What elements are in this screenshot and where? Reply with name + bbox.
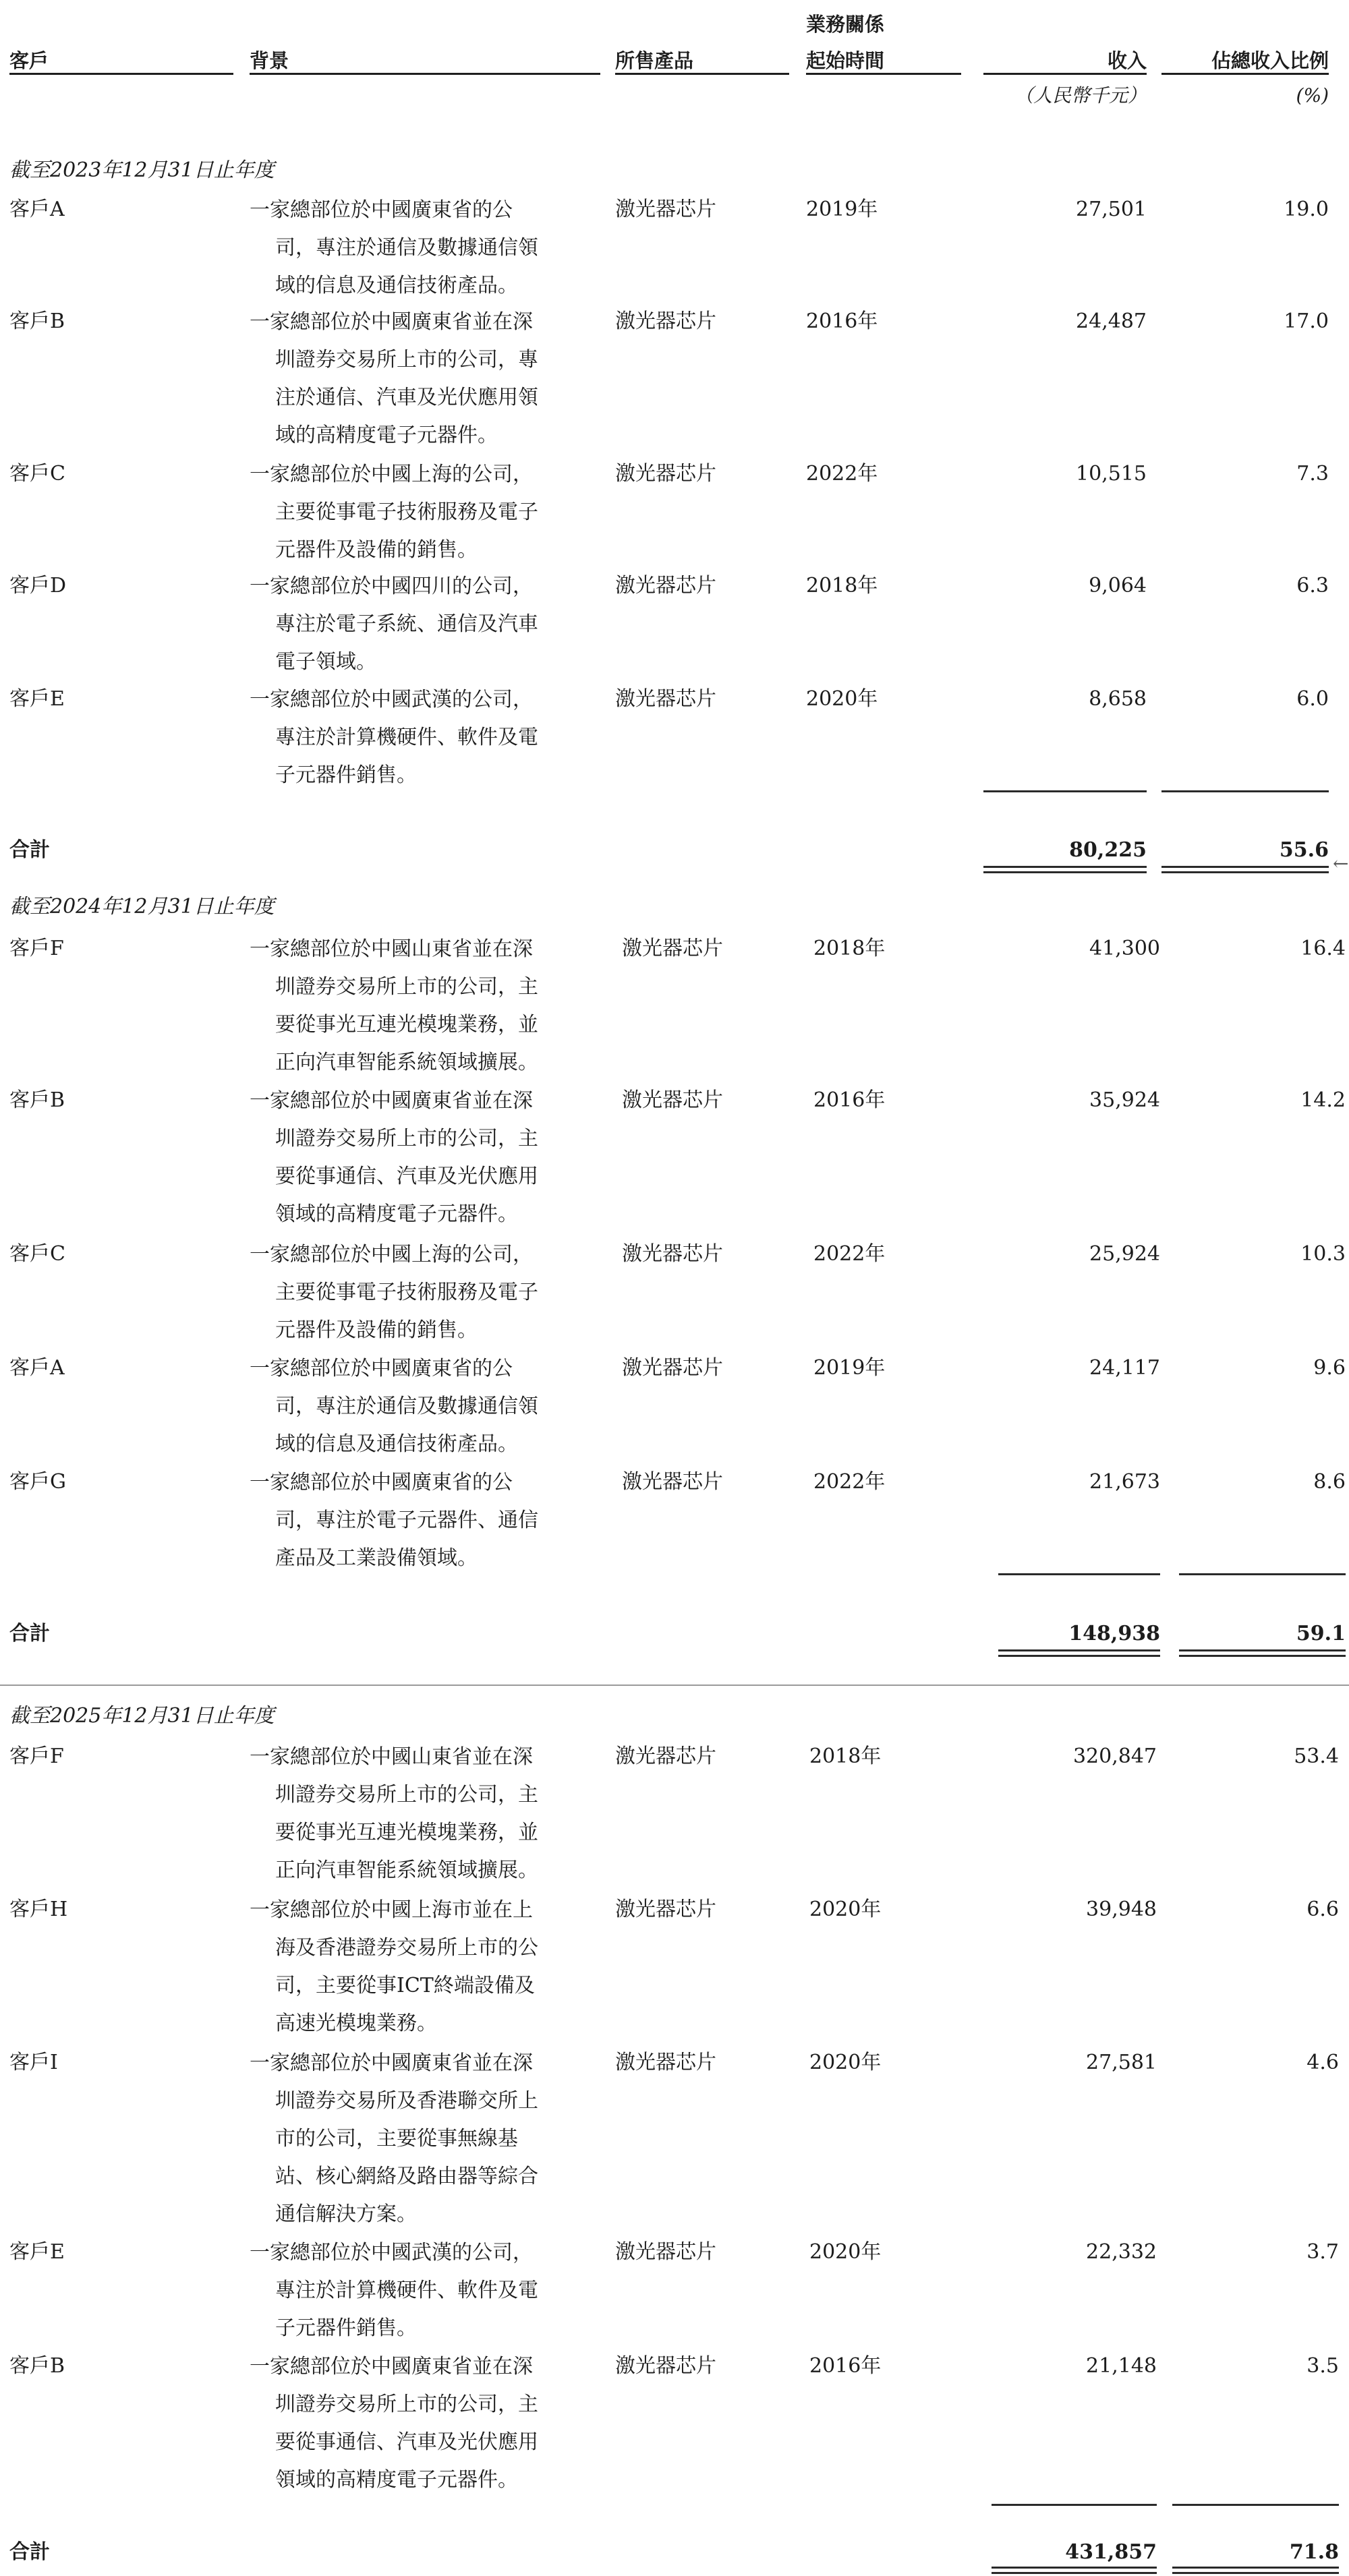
revenue: 27,501 [1076, 198, 1147, 221]
client-background: 一家總部位於中國上海的公司， 主要從事電子技術服務及電子 元器件及設備的銷售。 [250, 1243, 538, 1342]
product: 激光器芯片 [615, 310, 716, 333]
client-name: 客戶B [9, 1088, 65, 1112]
relation-start-year: 2022年 [813, 1470, 886, 1494]
revenue: 10,515 [1076, 462, 1147, 486]
relation-start-year: 2018年 [809, 1745, 882, 1768]
client-background: 一家總部位於中國上海的公司， 主要從事電子技術服務及電子 元器件及設備的銷售。 [250, 463, 538, 562]
section-title-2025: 截至2025年12月31日止年度 [9, 1704, 275, 1728]
client-background: 一家總部位於中國武漢的公司， 專注於計算機硬件、軟件及電 子元器件銷售。 [250, 2241, 538, 2340]
relation-start-year: 2022年 [813, 1242, 886, 1266]
client-name: 客戶F [9, 937, 64, 960]
relation-start-year: 2018年 [806, 574, 878, 597]
relation-start-year: 2018年 [813, 937, 886, 960]
product: 激光器芯片 [622, 1470, 723, 1494]
total-label: 合計 [9, 1622, 50, 1645]
revenue-share: 10.3 [1300, 1242, 1346, 1266]
client-name: 客戶E [9, 687, 65, 711]
left-arrow-icon: ← [1333, 852, 1349, 875]
total-double-rule [992, 2572, 1157, 2574]
client-name: 客戶F [9, 1745, 64, 1768]
revenue-share: 3.7 [1307, 2240, 1339, 2264]
revenue-unit: （人民幣千元） [1014, 84, 1147, 107]
revenue-share: 14.2 [1300, 1088, 1346, 1112]
revenue: 320,847 [1072, 1745, 1157, 1768]
product: 激光器芯片 [615, 2240, 716, 2264]
total-double-rule [1179, 1655, 1346, 1657]
total-label: 合計 [9, 2540, 50, 2564]
revenue-share: 17.0 [1284, 310, 1329, 333]
total-double-rule [998, 1655, 1160, 1657]
total-revenue: 80,225 [1069, 838, 1147, 862]
revenue: 27,581 [1086, 2051, 1157, 2074]
revenue: 21,148 [1086, 2354, 1157, 2378]
header-background: 背景 [250, 49, 289, 72]
revenue-share: 53.4 [1294, 1745, 1339, 1768]
client-background: 一家總部位於中國廣東省的公 司，專注於通信及數據通信領 域的信息及通信技術產品。 [250, 198, 538, 297]
total-double-rule [1172, 2567, 1339, 2569]
total-double-rule [983, 866, 1147, 868]
client-background: 一家總部位於中國山東省並在深 圳證券交易所上市的公司，主 要從事光互連光模塊業務，並 正向汽車智能系統領域擴展。 [250, 937, 538, 1074]
revenue-share: 6.6 [1307, 1898, 1339, 1921]
revenue: 41,300 [1089, 937, 1160, 960]
total-share: 59.1 [1296, 1622, 1346, 1645]
product: 激光器芯片 [622, 1356, 723, 1380]
product: 激光器芯片 [615, 462, 716, 486]
revenue-share: 16.4 [1300, 937, 1346, 960]
share-unit: (%) [1296, 84, 1329, 107]
header-client: 客戶 [9, 49, 49, 72]
subtotal-rule [1161, 790, 1329, 792]
subtotal-rule [992, 2504, 1157, 2506]
revenue-share: 8.6 [1313, 1470, 1346, 1494]
product: 激光器芯片 [622, 1242, 723, 1266]
revenue: 9,064 [1089, 574, 1147, 597]
client-name: 客戶A [9, 198, 65, 221]
revenue: 25,924 [1089, 1242, 1160, 1266]
section-title-2023: 截至2023年12月31日止年度 [9, 158, 275, 182]
total-label: 合計 [9, 838, 50, 862]
page-separator [0, 1685, 1349, 1686]
subtotal-rule [998, 1573, 1160, 1575]
header-revenue: 收入 [1107, 49, 1147, 72]
client-background: 一家總部位於中國廣東省並在深 圳證券交易所及香港聯交所上 市的公司，主要從事無線基 站、核心網絡及路由器等綜合 通信解決方案。 [250, 2051, 538, 2226]
client-name: 客戶I [9, 2051, 58, 2074]
header-underline-client [9, 73, 233, 75]
revenue-share: 7.3 [1296, 462, 1329, 486]
total-double-rule [1161, 866, 1329, 868]
product: 激光器芯片 [622, 1088, 723, 1112]
revenue-share: 6.3 [1296, 574, 1329, 597]
total-double-rule [1172, 2572, 1339, 2574]
relation-start-year: 2020年 [809, 2240, 882, 2264]
subtotal-rule [1179, 1573, 1346, 1575]
product: 激光器芯片 [615, 2354, 716, 2378]
header-relation-line2: 起始時間 [806, 49, 885, 72]
header-underline-share [1161, 73, 1329, 75]
client-background: 一家總部位於中國山東省並在深 圳證券交易所上市的公司，主 要從事光互連光模塊業務，並 正向汽車智能系統領域擴展。 [250, 1745, 538, 1882]
total-double-rule [1179, 1649, 1346, 1651]
relation-start-year: 2016年 [813, 1088, 886, 1112]
client-name: 客戶C [9, 462, 65, 486]
header-underline-product [615, 73, 789, 75]
product: 激光器芯片 [615, 1898, 716, 1921]
client-background: 一家總部位於中國武漢的公司， 專注於計算機硬件、軟件及電 子元器件銷售。 [250, 688, 538, 787]
revenue: 39,948 [1086, 1898, 1157, 1921]
revenue: 35,924 [1089, 1088, 1160, 1112]
header-relation-line1: 業務關係 [806, 13, 885, 36]
total-double-rule [998, 1649, 1160, 1651]
subtotal-rule [983, 790, 1147, 792]
client-name: 客戶B [9, 2354, 65, 2378]
total-revenue: 148,938 [1068, 1622, 1160, 1645]
client-background: 一家總部位於中國四川的公司， 專注於電子系統、通信及汽車 電子領域。 [250, 575, 538, 674]
client-background: 一家總部位於中國上海市並在上 海及香港證券交易所上市的公 司，主要從事ICT終端設備及 高速光模塊業務。 [250, 1898, 538, 2035]
client-name: 客戶G [9, 1470, 66, 1494]
subtotal-rule [1172, 2504, 1339, 2506]
relation-start-year: 2016年 [809, 2354, 882, 2378]
relation-start-year: 2019年 [813, 1356, 886, 1380]
section-title-2024: 截至2024年12月31日止年度 [9, 895, 275, 918]
total-double-rule [992, 2567, 1157, 2569]
client-background: 一家總部位於中國廣東省並在深 圳證券交易所上市的公司，主 要從事通信、汽車及光伏應用 領域的高精度電子元器件。 [250, 1089, 538, 1226]
revenue: 22,332 [1086, 2240, 1157, 2264]
client-name: 客戶H [9, 1898, 68, 1921]
product: 激光器芯片 [615, 2051, 716, 2074]
revenue-share: 4.6 [1307, 2051, 1339, 2074]
relation-start-year: 2019年 [806, 198, 878, 221]
relation-start-year: 2016年 [806, 310, 878, 333]
total-share: 55.6 [1279, 838, 1329, 862]
client-background: 一家總部位於中國廣東省並在深 圳證券交易所上市的公司，主 要從事通信、汽車及光伏應用 領域的高精度電子元器件。 [250, 2355, 538, 2492]
product: 激光器芯片 [615, 687, 716, 711]
header-underline-background [250, 73, 600, 75]
product: 激光器芯片 [615, 1745, 716, 1768]
relation-start-year: 2022年 [806, 462, 878, 486]
revenue-share: 19.0 [1284, 198, 1329, 221]
header-product: 所售產品 [615, 49, 694, 72]
total-double-rule [983, 871, 1147, 873]
client-name: 客戶A [9, 1356, 65, 1380]
header-underline-revenue [983, 73, 1147, 75]
revenue-share: 6.0 [1296, 687, 1329, 711]
product: 激光器芯片 [622, 937, 723, 960]
client-background: 一家總部位於中國廣東省的公 司，專注於通信及數據通信領 域的信息及通信技術產品。 [250, 1357, 538, 1456]
revenue: 24,117 [1089, 1356, 1160, 1380]
product: 激光器芯片 [615, 198, 716, 221]
total-revenue: 431,857 [1065, 2540, 1157, 2564]
header-share: 佔總收入比例 [1211, 49, 1329, 72]
revenue: 8,658 [1089, 687, 1147, 711]
client-background: 一家總部位於中國廣東省並在深 圳證券交易所上市的公司，專 注於通信、汽車及光伏應用領 域的高精度電子元器件。 [250, 310, 538, 447]
header-underline-relation [806, 73, 961, 75]
revenue-share: 9.6 [1313, 1356, 1346, 1380]
client-name: 客戶C [9, 1242, 65, 1266]
client-name: 客戶D [9, 574, 67, 597]
client-name: 客戶B [9, 310, 65, 333]
product: 激光器芯片 [615, 574, 716, 597]
revenue-share: 3.5 [1307, 2354, 1339, 2378]
relation-start-year: 2020年 [806, 687, 878, 711]
relation-start-year: 2020年 [809, 2051, 882, 2074]
client-background: 一家總部位於中國廣東省的公 司，專注於電子元器件、通信 產品及工業設備領域。 [250, 1471, 538, 1570]
revenue: 24,487 [1076, 310, 1147, 333]
total-double-rule [1161, 871, 1329, 873]
revenue: 21,673 [1089, 1470, 1160, 1494]
relation-start-year: 2020年 [809, 1898, 882, 1921]
client-name: 客戶E [9, 2240, 65, 2264]
total-share: 71.8 [1289, 2540, 1339, 2564]
